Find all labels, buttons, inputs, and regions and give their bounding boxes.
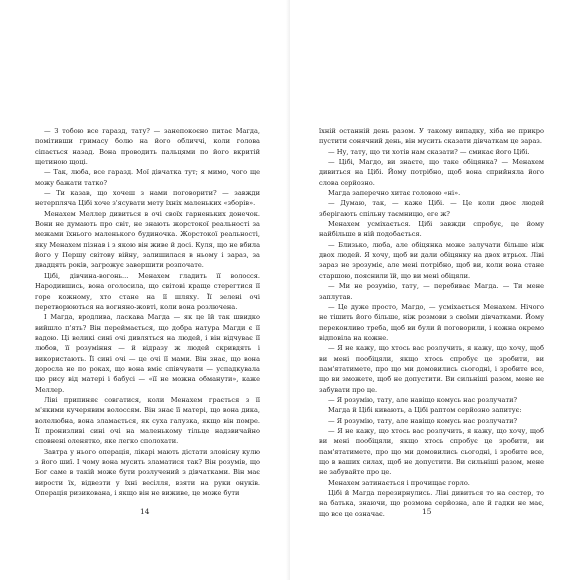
- paragraph: — Я розумію, тату, але навіщо комусь нас розлучати?: [328, 416, 518, 425]
- paragraph: — Близько, люба, але обіцянка може залучати більше ніж двох людей. Я хочу, щоб ви дали обіцянку на двох втрьох. Ліві зараз не зрозуміє, але мені потрібно, щоб ви, коли вона стане старшою, пояснили їй, що ви мені обіцяли.: [319, 240, 544, 280]
- paragraph: — Я не кажу, що хтось вас розлучить, я кажу, що хочу, щоб ви мені пообіцяли, якщо хтось спробує це зробити, ви пам'ятатимете, про що ми домовились сьогодні, і зробите все, що в ваших силах, щоб не допустити. Ви сильніші разом, мене не забувайте про це.: [319, 426, 544, 477]
- paragraph: Менахем усміхається. Цібі завжди спробує, це йому найбільше в ній подобається.: [319, 220, 544, 239]
- page-number: 14: [140, 507, 150, 516]
- paragraph: Менахем Меллер дивиться в очі своїх гарненьких донечок. Вони не думають про світ, не знають жорстокої реальності за межами їхнього маленького будиночка. Жорстокої реальності, яку Менахем пізнав і з якою він живе й досі. Куля, що не вбила його у Першу світову війну, залишилася в ньому і зараз, за двадцять років, загрожує завершити розпочате.: [35, 209, 260, 270]
- paragraph: — Думаю, так, — каже Цібі. — Це коли двоє людей зберігають спільну таємницю, еге ж?: [319, 199, 544, 218]
- right-page-text: [319, 126, 544, 519]
- paragraph: — Ти казав, що хочеш з нами поговорити? — завжди нетерпляча Цібі хоче з'ясувати мету їхніх маленьких «зборів».: [35, 189, 260, 208]
- paragraph: — Я не кажу, що хтось вас розлучить, я кажу, що хочу, щоб ви мені пообіцяли, якщо хтось спробує це зробити, ви пам'ятатимете, про що ми домовились сьогодні, і зробите все, що ви зможете, щоб не допустити. Ви сильніші разом, мене не забувати про це.: [319, 344, 544, 394]
- paragraph: — Так, люба, все гаразд. Мої дівчатка тут; я мимо, чого ще можу бажати татко?: [35, 168, 260, 187]
- paragraph: І Магда, вродлива, ласкава Магда — як це їй так швидко вийшло п'ять? Він переймається, що добра натура Магди є її вадою. Ці великі сині очі дивляться на людей, і він відчуває її любов, її розуміння — й відразу ж людей скривдять і використають. Її сині очі — це очі її мами. Він знає, що вона доросла не по роках, що вона вміє співчувати — успадкувала цю рису від матері і бабусі — «її не можна обманути», каже Меллер.: [35, 313, 260, 394]
- paragraph: Цібі, дівчина-вогонь... Менахем гладить її волосся. Народившись, вона оголосила, що світові краще стерегтися її горе кожному, хто стане на її шляху. Її зелені очі перетворюються на вогняно-жовті, коли вона розлючена.: [35, 271, 260, 311]
- paragraph: Ліві припиняє совгатися, коли Менахем грається з її м'якими кучерявим волоссям. Він знає її матері, що вона дика, волелюбна, вона зламається, як суха галузка, якщо він помре. Її пронизливі сині очі на маленькому тільце надзвичайно сповнені оленятко, яке легко сполохати.: [35, 395, 260, 446]
- paragraph: Завтра у нього операція, лікарі мають дістати зловісну кулю з його шиї. І чому вона мусить зламатися так? Він розумів, що Бог саме в такій може бути розлучений з дівчатками. Він має вирости їх, відвезти у їхні весілля, взяти на руки онуків. Операція ризикована, і якщо він не виживе, це може бути: [35, 447, 260, 498]
- paragraph: — Ми не розумію, тату, — перебиває Магда. — Ти мене заплутав.: [319, 282, 544, 301]
- paragraph: — Це дуже просто, Магдо, — усміхається Менахем. Нічого не тішить його більше, ніж розмови з своїми дівчатками. Йому переконливо треба, щоб ви були й поговорили, і кожна окремо відповіла на кожне.: [319, 302, 544, 342]
- paragraph: — Я розумію, тату, але навіщо комусь нас розлучати?: [328, 395, 518, 404]
- left-page-text: [35, 126, 260, 498]
- page-number: 15: [422, 507, 432, 516]
- paragraph: Менахем затинається і прочищає горло.: [328, 478, 470, 487]
- paragraph: — З тобою все гаразд, тату? — занепокоєно питає Магда, помітивши гримасу болю на його обличчі, коли голова сіпається назад. Вона проводить пальцями по його вкритій щетиною щоці.: [35, 127, 260, 167]
- paragraph: Магда заперечно хитає головою «ні».: [328, 189, 461, 198]
- paragraph: Магда й Цібі кивають, а Цібі раптом серйозно запитує:: [328, 406, 522, 415]
- paragraph: Цібі й Магда перезирнулись. Ліві дивиться то на сестер, то на батька, знаючи, що розмова серйозна, але й гадки не має, що все це означає.: [319, 489, 544, 518]
- paragraph: — Цібі, Магдо, ви знаєте, що таке обіцянка? — Менахем дивиться на Цібі. Йому потрібно, щоб вона сприйняла його слова серйозно.: [319, 158, 544, 187]
- paragraph: — Ну, тату, що ти хотів нам сказати? — смикає його Цібі.: [328, 147, 530, 156]
- paragraph: їхній останній день разом. У такому випадку, хіба не прикро пустити сонячний день, він мусить сказати дівчаткам це зараз.: [319, 127, 544, 146]
- right-page: [290, 0, 580, 580]
